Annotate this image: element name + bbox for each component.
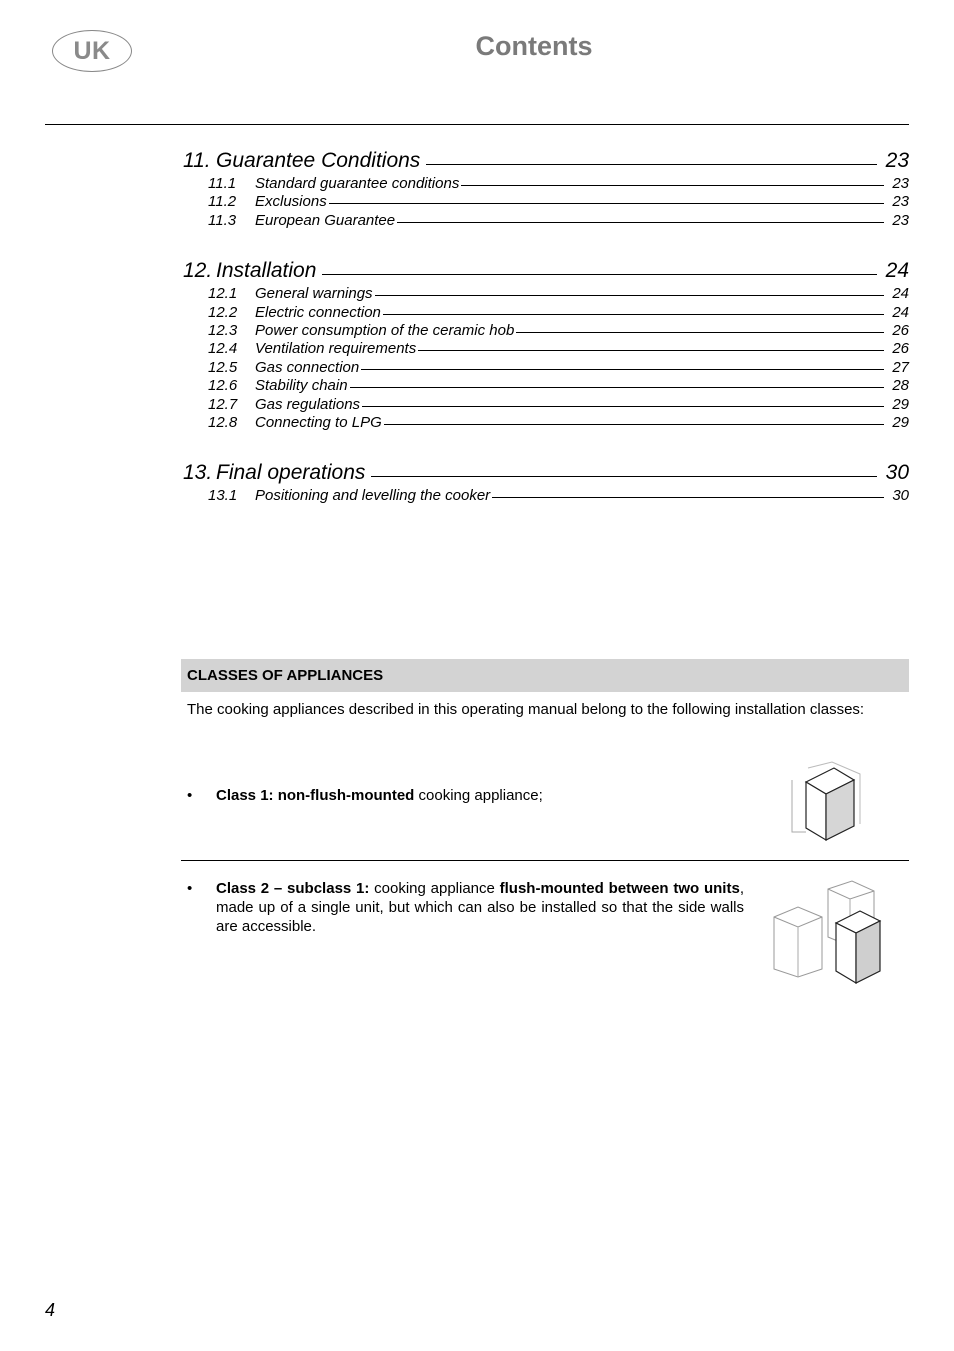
class2-description: [216, 879, 744, 936]
toc-leader: [329, 203, 884, 204]
toc-sub-title: Ventilation requirements: [255, 340, 417, 358]
toc-sub-page: 26: [892, 340, 909, 358]
toc-leader: [371, 476, 876, 477]
toc-chapter-entry[interactable]: [183, 146, 909, 175]
toc-sub-title: European Guarantee: [255, 211, 396, 229]
toc-sub-title: Gas regulations: [255, 395, 361, 413]
header-divider: [45, 124, 909, 125]
toc-sub-number: 11.3: [208, 211, 237, 229]
section-divider: [181, 860, 909, 861]
toc-sub-title: Power consumption of the ceramic hob: [255, 322, 515, 340]
classes-section-heading: CLASSES OF APPLIANCES: [181, 659, 909, 692]
toc-sub-number: 12.5: [208, 358, 238, 376]
toc-leader: [361, 369, 884, 370]
toc-sub-title: General warnings: [255, 285, 373, 303]
toc-leader: [397, 222, 884, 223]
toc-leader: [384, 424, 884, 425]
toc-sub-page: 24: [892, 285, 909, 303]
bullet-icon: •: [187, 880, 193, 897]
toc-leader: [350, 387, 884, 388]
toc-sub-page: 24: [892, 303, 909, 321]
class2-emphasis: flush-mounted between two units: [499, 880, 740, 897]
toc-sub-title: Electric connection: [255, 303, 381, 321]
class2-label: Class 2 – subclass 1:: [216, 880, 370, 897]
toc-sub-title: Positioning and levelling the cooker: [255, 487, 491, 505]
toc-sub-title: Connecting to LPG: [255, 414, 382, 432]
freestanding-cooker-illustration: [788, 760, 864, 842]
toc-leader: [322, 274, 876, 275]
toc-sub-page: 23: [892, 193, 909, 211]
toc-chapter-number: 11.: [183, 149, 211, 172]
flush-mounted-cooker-illustration: [770, 877, 886, 985]
toc-leader: [461, 185, 884, 186]
class2-text: cooking appliance: [369, 880, 500, 897]
toc-sub-number: 12.2: [208, 303, 238, 321]
toc-subentry[interactable]: [183, 340, 909, 358]
toc-section: [183, 256, 909, 432]
toc-sub-title: Stability chain: [255, 377, 348, 395]
page-title: Contents: [475, 31, 593, 61]
toc-subentry[interactable]: [183, 175, 909, 193]
toc-subentry[interactable]: [183, 359, 909, 377]
class2-text-rest: , made up of a single unit, but which can also be installed so that the side walls are accessible.: [216, 880, 744, 935]
toc-leader: [516, 332, 884, 333]
toc-sub-number: 12.6: [208, 377, 238, 395]
classes-intro-paragraph: The cooking appliances described in this operating manual belong to the following installation classes:: [187, 701, 865, 718]
toc-sub-number: 11.2: [208, 193, 237, 211]
toc-subentry[interactable]: [183, 193, 909, 211]
toc-subentry[interactable]: [183, 304, 909, 322]
toc-sub-number: 12.3: [208, 322, 238, 340]
toc-chapter-title: Guarantee Conditions: [216, 149, 421, 172]
toc-chapter-page: 23: [885, 149, 909, 172]
toc-subentry[interactable]: [183, 487, 909, 505]
toc-subentry[interactable]: [183, 396, 909, 414]
table-of-contents: [183, 146, 909, 532]
toc-sub-number: 13.1: [208, 487, 238, 505]
toc-chapter-entry[interactable]: [183, 256, 909, 285]
toc-sub-number: 12.1: [208, 285, 238, 303]
page-number: 4: [45, 1300, 56, 1320]
toc-chapter-page: 24: [885, 259, 909, 283]
toc-subentry[interactable]: [183, 322, 909, 340]
toc-sub-page: 26: [892, 322, 909, 340]
toc-sub-page: 27: [892, 358, 909, 376]
toc-chapter-title: Installation: [216, 259, 317, 283]
class1-label: Class 1: non-flush-mounted: [216, 787, 415, 804]
toc-sub-page: 29: [892, 395, 909, 413]
toc-sub-title: Gas connection: [255, 358, 360, 376]
language-badge-label: UK: [73, 36, 111, 65]
toc-sub-page: 29: [892, 414, 909, 432]
toc-sub-number: 11.1: [208, 175, 237, 192]
toc-subentry[interactable]: [183, 414, 909, 432]
toc-leader: [362, 406, 884, 407]
class1-text: cooking appliance;: [414, 787, 543, 804]
toc-sub-number: 12.7: [208, 395, 238, 413]
toc-chapter-number: 12.: [183, 259, 213, 283]
toc-subentry[interactable]: [183, 377, 909, 395]
toc-section: [183, 458, 909, 505]
toc-sub-title: Standard guarantee conditions: [255, 175, 460, 192]
toc-leader: [492, 497, 884, 498]
toc-sub-page: 30: [892, 487, 909, 505]
toc-subentry[interactable]: [183, 285, 909, 303]
toc-sub-number: 12.4: [208, 340, 238, 358]
class1-description: [216, 786, 543, 805]
toc-chapter-entry[interactable]: [183, 458, 909, 487]
bullet-icon: •: [187, 787, 193, 804]
toc-sub-page: 23: [892, 175, 909, 192]
toc-subentry[interactable]: [183, 212, 909, 230]
toc-sub-page: 28: [892, 377, 909, 395]
toc-sub-title: Exclusions: [255, 193, 327, 211]
toc-chapter-number: 13.: [183, 461, 213, 485]
toc-sub-page: 23: [892, 211, 909, 229]
toc-leader: [383, 314, 884, 315]
toc-leader: [375, 295, 884, 296]
toc-chapter-title: Final operations: [216, 461, 366, 485]
toc-leader: [426, 164, 876, 165]
toc-leader: [418, 350, 884, 351]
toc-section: [183, 146, 909, 230]
toc-chapter-page: 30: [885, 461, 909, 485]
toc-sub-number: 12.8: [208, 414, 238, 432]
